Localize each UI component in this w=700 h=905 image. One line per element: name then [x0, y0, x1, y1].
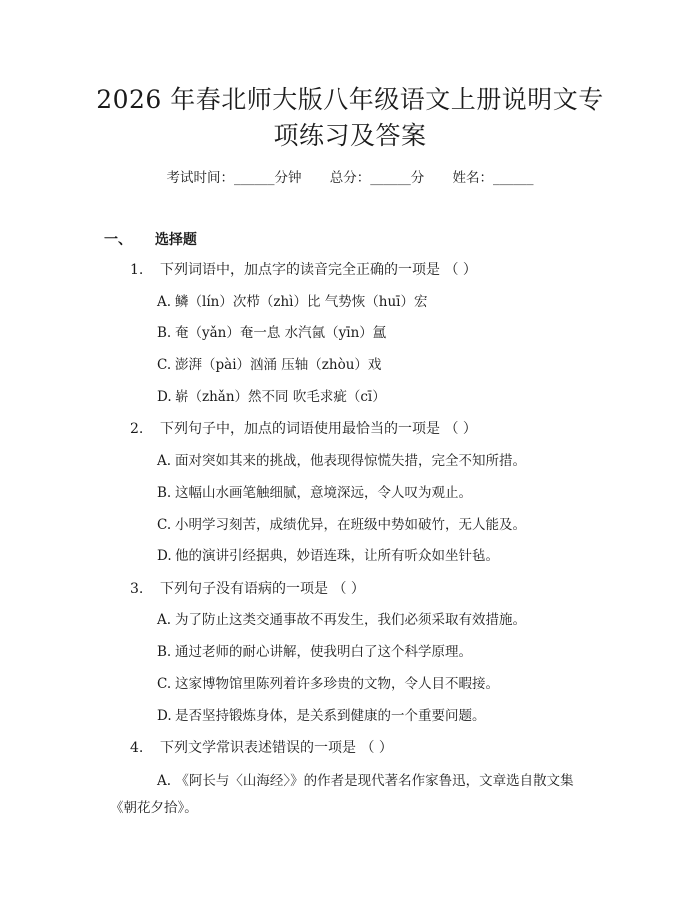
option-text: 小明学习刻苦，成绩优异，在班级中势如破竹，无人能及。 [175, 517, 526, 533]
question-text: 下列词语中，加点字的读音完全正确的一项是 （ ） [160, 262, 477, 278]
option-text: 这幅山水画笔触细腻，意境深远，令人叹为观止。 [175, 485, 472, 501]
option-1a [157, 292, 427, 312]
option-3a [157, 610, 526, 630]
question-number: 2. [130, 421, 144, 437]
option-letter: D. [157, 548, 172, 564]
student-name-field: 姓名：______ [452, 170, 534, 186]
page-title [60, 82, 640, 154]
section-title: 选择题 [154, 232, 197, 248]
option-4a-paragraph: A. 《阿长与〈山海经〉》的作者是现代著名作家鲁迅，文章选自散文集《朝花夕拾》。 [110, 773, 574, 816]
section-heading [104, 230, 197, 250]
option-text: 为了防止这类交通事故不再发生，我们必须采取有效措施。 [175, 612, 526, 628]
option-text: 崭（zhǎn）然不同 吹毛求疵（cī） [175, 389, 386, 405]
question-2 [130, 419, 477, 439]
option-text: 通过老师的耐心讲解，使我明白了这个科学原理。 [175, 644, 472, 660]
question-number: 1. [130, 262, 144, 278]
option-2d [157, 546, 499, 566]
option-text: 这家博物馆里陈列着许多珍贵的文物，令人目不暇接。 [175, 676, 499, 692]
option-3c [157, 674, 499, 694]
option-letter: B. [157, 485, 172, 501]
option-text: 是否坚持锻炼身体，是关系到健康的一个重要问题。 [175, 708, 486, 724]
option-2b [157, 483, 472, 503]
option-text: 面对突如其来的挑战，他表现得惊慌失措，完全不知所措。 [175, 453, 526, 469]
question-1 [130, 260, 477, 280]
option-2a [157, 451, 526, 471]
option-text: 奄（yǎn）奄一息 水汽氤（yīn）氲 [175, 325, 387, 341]
option-letter: A. [157, 612, 172, 628]
option-1b [157, 323, 386, 343]
option-letter: B. [157, 644, 172, 660]
title-line-2: 项练习及答案 [273, 121, 427, 150]
exam-info-line [0, 168, 700, 188]
title-line-1: 2026 年春北师大版八年级语文上册说明文专 [96, 85, 604, 114]
question-3 [130, 579, 365, 599]
option-text: 澎湃（pài）汹涌 压轴（zhòu）戏 [175, 357, 382, 373]
question-4 [130, 738, 393, 758]
option-letter: C. [157, 517, 172, 533]
total-score-field: 总分：______分 [329, 170, 425, 186]
option-1d [157, 387, 386, 407]
option-letter: D. [157, 389, 172, 405]
option-1c [157, 355, 381, 375]
question-text: 下列句子没有语病的一项是 （ ） [160, 581, 365, 597]
option-3b [157, 642, 472, 662]
option-3d [157, 706, 486, 726]
exam-time-field: 考试时间：______分钟 [166, 170, 302, 186]
option-2c [157, 515, 526, 535]
option-letter: B. [157, 325, 172, 341]
question-number: 3. [130, 581, 144, 597]
question-text: 下列文学常识表述错误的一项是 （ ） [160, 740, 393, 756]
option-text: 鳞（lín）次栉（zhì）比 气势恢（huī）宏 [175, 294, 428, 310]
option-letter: C. [157, 676, 172, 692]
option-letter: C. [157, 357, 172, 373]
section-number: 一、 [104, 232, 132, 248]
option-letter: A. [157, 453, 172, 469]
option-letter: A. [157, 294, 172, 310]
question-text: 下列句子中，加点的词语使用最恰当的一项是 （ ） [160, 421, 477, 437]
question-number: 4. [130, 740, 144, 756]
option-letter: D. [157, 708, 172, 724]
option-text: 他的演讲引经据典，妙语连珠，让所有听众如坐针毡。 [175, 548, 499, 564]
